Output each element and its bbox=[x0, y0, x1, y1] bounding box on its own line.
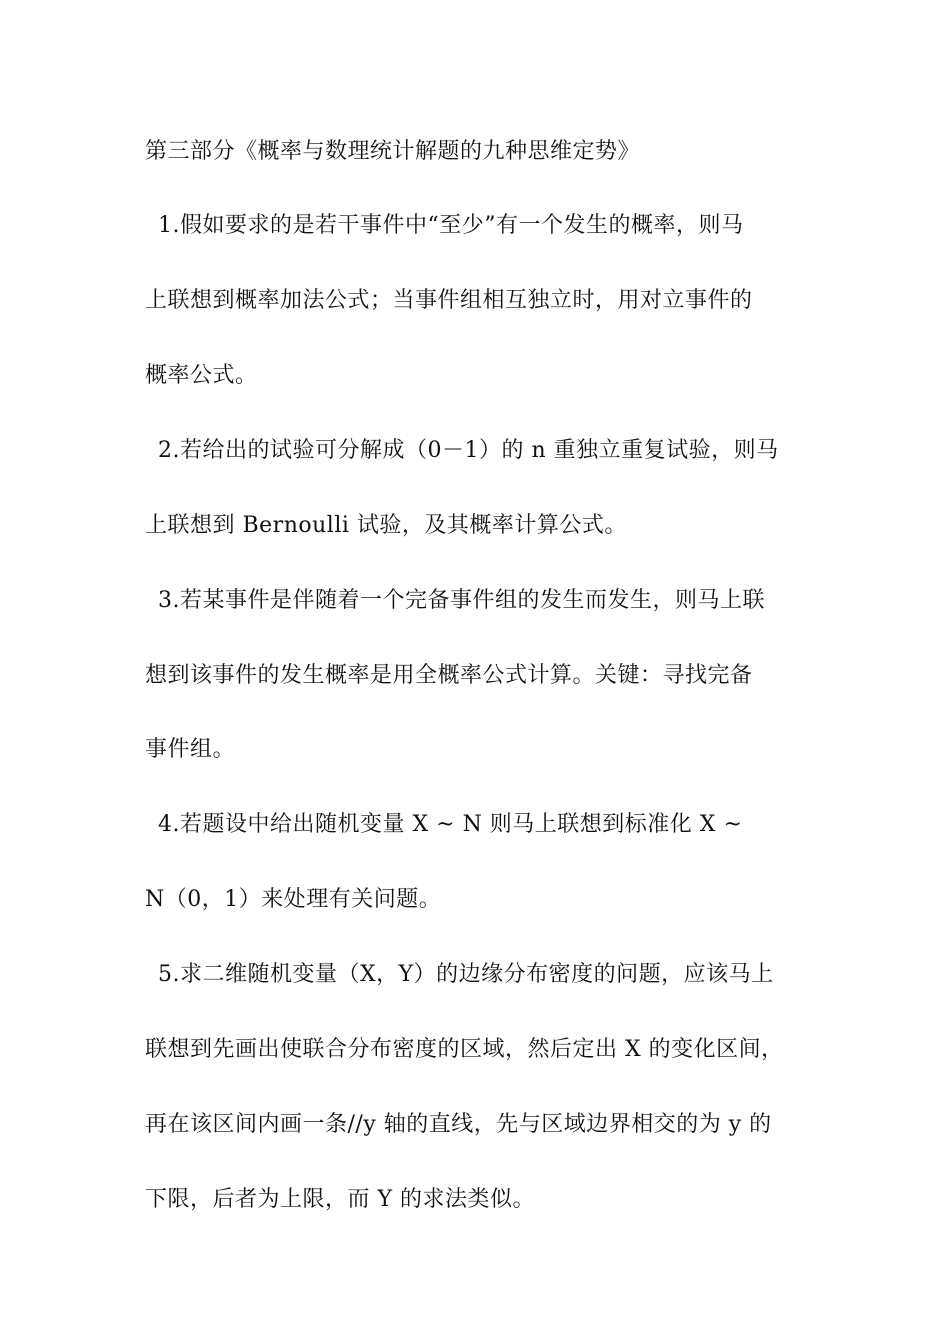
paragraph-5-line-1: 5.求二维随机变量（X，Y）的边缘分布密度的问题，应该马上 bbox=[158, 962, 774, 987]
paragraph-1-line-1: 1.假如要求的是若干事件中“至少”有一个发生的概率，则马 bbox=[158, 213, 744, 238]
paragraph-4-line-2: N（0，1）来处理有关问题。 bbox=[145, 887, 442, 912]
paragraph-2-line-1: 2.若给出的试验可分解成（0－1）的 n 重独立重复试验，则马 bbox=[158, 438, 779, 463]
document-title: 第三部分《概率与数理统计解题的九种思维定势》 bbox=[145, 139, 641, 164]
paragraph-2-line-2: 上联想到 Bernoulli 试验，及其概率计算公式。 bbox=[145, 513, 627, 538]
paragraph-3-line-1: 3.若某事件是伴随着一个完备事件组的发生而发生，则马上联 bbox=[158, 588, 765, 613]
paragraph-1-line-2: 上联想到概率加法公式；当事件组相互独立时，用对立事件的 bbox=[145, 288, 753, 313]
paragraph-5-line-2: 联想到先画出使联合分布密度的区域，然后定出 X 的变化区间， bbox=[145, 1037, 784, 1062]
paragraph-4-line-1: 4.若题设中给出随机变量 X ~ N 则马上联想到标准化 X ~ bbox=[158, 812, 743, 837]
paragraph-1-line-3: 概率公式。 bbox=[145, 363, 258, 388]
paragraph-3-line-3: 事件组。 bbox=[145, 737, 236, 762]
paragraph-3-line-2: 想到该事件的发生概率是用全概率公式计算。关键：寻找完备 bbox=[145, 663, 753, 688]
paragraph-5-line-4: 下限，后者为上限，而 Y 的求法类似。 bbox=[145, 1187, 536, 1212]
paragraph-5-line-3: 再在该区间内画一条//y 轴的直线，先与区域边界相交的为 y 的 bbox=[145, 1112, 772, 1137]
